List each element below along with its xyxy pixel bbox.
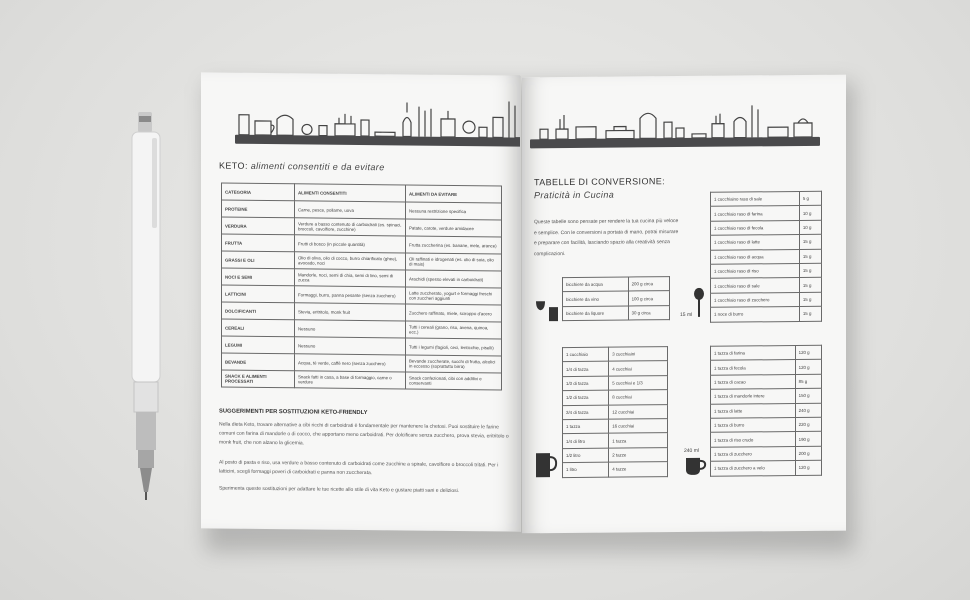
table-cell: 10 g (799, 206, 821, 221)
table-row (711, 417, 822, 432)
table-cell: Latte zuccherato, yogurt e formaggi freschi con zuccheri aggiunti (406, 287, 502, 305)
table-cell: 120 g (795, 460, 821, 475)
table-cell: 1 cucchiaio raso di farina (711, 206, 800, 221)
table-cell: Snack confezionati, cibi con additivi e conservanti (406, 372, 502, 390)
table-header: ALIMENTI DA EVITARE (406, 185, 502, 203)
table-cell: LEGUMI (222, 336, 295, 354)
table-cell: 1 tazza di cacao (711, 374, 796, 389)
table-row (563, 361, 668, 376)
table-cell: CEREALI (222, 319, 295, 337)
table-cell: 200 g circa (628, 277, 669, 292)
spoon-unit-label: 15 ml (680, 311, 693, 319)
table-cell: Snack fatti in casa, a base di formaggio, carne o verdure (295, 371, 406, 389)
table-cell: Stevia, eritritolo, monk fruit (295, 303, 406, 321)
table-row (563, 462, 668, 477)
table-cell: 100 g circa (628, 291, 669, 306)
table-row (563, 347, 668, 362)
table-cell: 1 cucchiaio raso di fecola (711, 220, 800, 235)
table-row (711, 263, 822, 278)
table-header: CATEGORIA (222, 183, 295, 201)
table-cell: Formaggi, burro, panna pesante (senza zucchero) (295, 286, 406, 304)
page-title: KETO: alimenti consentiti e da evitare (219, 160, 385, 173)
measuring-jug-icon (534, 451, 558, 479)
table-cell: Zucchero raffinato, miele, sciroppo d'acero (406, 304, 502, 322)
table-row (711, 278, 822, 293)
table-row (711, 360, 822, 375)
table-cell: 1/4 di tazza (563, 362, 609, 377)
table-cell: GRASSI E OLI (222, 251, 295, 269)
right-page (522, 75, 846, 534)
table-cell: Olio di oliva, olio di cocco, burro chiarificato (ghee), avocado, noci (295, 252, 406, 270)
table-cell: 200 g (795, 446, 821, 461)
table-cell: 1 noce di burro (711, 307, 800, 322)
left-page (201, 72, 521, 531)
table-row (222, 370, 502, 390)
table-cell: 15 g (799, 234, 821, 249)
table-cell: 15 g (799, 292, 821, 307)
table-cell: 150 g (795, 388, 821, 403)
table-cell: 220 g (795, 417, 821, 432)
table-cell: 1 cucchiaio raso di riso (711, 263, 800, 278)
section-subheading: SUGGERIMENTI PER SOSTITUZIONI KETO-FRIENDLY (219, 408, 368, 417)
table-cell: 85 g (795, 374, 821, 389)
table-cell: 3 cucchiaini (609, 347, 668, 362)
table-cell: Mandorle, noci, semi di chia, semi di lino, semi di zucca (295, 269, 406, 287)
table-cell: Patate, carote, verdure amidacee (406, 219, 502, 237)
table-cell: Oli raffinati e idrogenati (es. olio di soia, olio di mais) (406, 253, 502, 271)
table-cell: bicchiere da liquore (563, 306, 629, 321)
table-cell: bicchiere da vino (563, 291, 629, 306)
paragraph: Al posto di pasta e riso, usa verdure a basso contenuto di carboidrati come zucchine a spirale, cavolfiore o broccoli tritati. Per i latticini, scegli formaggi poveri di carboidrati e panna non zuccherata. (219, 459, 499, 477)
pen-illustration (126, 112, 166, 502)
table-row (711, 206, 822, 221)
table-cell: Nessuno (295, 337, 406, 355)
table-cell: 1 litro (563, 462, 609, 477)
spoon-icon (692, 288, 706, 318)
table-cell: 1 tazza di mandorle intere (711, 389, 796, 404)
table-cell: 12 cucchiai (609, 404, 668, 419)
table-row (711, 220, 822, 235)
table-row (563, 447, 668, 462)
glass-conversion-table (562, 276, 670, 321)
paragraph: Nella dieta Keto, trovare alternative a cibi ricchi di carboidrati è fondamentale per mantenere la chetosi. Puoi sostituire le farine comuni con farina di mandorle o di cocco, che apportano meno carboidrati. Per dolcificare senza zucchero, prova stevia, eritritolo o monk fruit, che non alzano la glicemia. (219, 421, 509, 447)
table-cell: 190 g (795, 432, 821, 447)
table-cell: 1 tazza (609, 433, 668, 448)
table-cell: 1/4 di litro (563, 434, 609, 449)
table-cell: PROTEINE (222, 200, 295, 218)
table-cell: 1 tazza di burro (711, 417, 796, 432)
table-cell: Frutta zuccherina (es. banane, mele, arance) (406, 236, 502, 254)
table-cell: 240 g (795, 403, 821, 418)
table-cell: Bevande zuccherate, succhi di frutta, alcolici in eccesso (soprattutto birra) (406, 355, 502, 373)
table-cell: 4 tazze (609, 462, 668, 477)
table-cell: Arachidi (spesso elevati in carboidrati) (406, 270, 502, 288)
table-cell: Nessuna restrizione specifica (406, 202, 502, 220)
keto-foods-table (221, 183, 502, 391)
shelf-bar (235, 135, 521, 147)
table-cell: 1 tazza di riso crudo (711, 432, 796, 447)
table-cell: 15 g (799, 263, 821, 278)
table-cell: Tutti i legumi (fagioli, ceci, lenticchie, piselli) (406, 338, 502, 356)
table-cell: DOLCIFICANTI (222, 302, 295, 320)
table-cell: 1 tazza di fecola (711, 360, 796, 375)
table-cell: Tutti i cereali (grano, riso, avena, quinoa, ecc.) (406, 321, 502, 339)
table-row (711, 460, 822, 475)
table-cell: 1 cucchiaio raso di latte (711, 235, 800, 250)
table-row (563, 291, 670, 306)
table-cell: 1/3 di tazza (563, 376, 609, 391)
table-cell: SNACK E ALIMENTI PROCESSATI (222, 370, 295, 388)
table-cell: 1 tazza di zucchero (711, 446, 796, 461)
table-cell: 1 cucchiaio (563, 347, 609, 362)
table-row (563, 277, 670, 292)
shelf-bar (530, 137, 820, 149)
table-cell: 30 g circa (628, 305, 669, 320)
table-cell: Verdure a basso contenuto di carboidrati (es. spinaci, broccoli, cavolfiore, zucchine) (295, 218, 406, 236)
table-cell: 1 tazza (563, 419, 609, 434)
table-cell: Nessuno (295, 320, 406, 338)
table-cell: BEVANDE (222, 353, 295, 371)
table-cell: 3/4 di tazza (563, 405, 609, 420)
table-cell: 5 cucchiai e 1/3 (609, 375, 668, 390)
table-row (711, 388, 822, 403)
table-header: ALIMENTI CONSENTITI (295, 184, 406, 202)
table-row (711, 292, 822, 307)
table-row (711, 432, 822, 447)
table-cell: 16 cucchiai (609, 419, 668, 434)
table-row (711, 306, 822, 321)
table-cell: 15 g (799, 278, 821, 293)
spoons-conversion-table (562, 346, 668, 477)
table-cell: 2 tazze (609, 447, 668, 462)
table-cell: 1/2 di tazza (563, 390, 609, 405)
table-cell: 8 cucchiai (609, 390, 668, 405)
table-cell: 120 g (795, 360, 821, 375)
table-row (711, 374, 822, 389)
table-row (711, 234, 822, 249)
table-row (563, 305, 670, 320)
kitchen-utensils-illustration (235, 95, 521, 140)
table-row (711, 446, 822, 461)
table-cell: FRUTTA (222, 234, 295, 252)
table-row (563, 390, 668, 405)
table-cell: 1 tazza di farina (711, 346, 796, 361)
table-cell: bicchiere da acqua (563, 277, 629, 292)
intro-paragraph: Queste tabelle sono pensate per rendere la tua cucina più veloce e semplice. Con le conversioni a portata di mano, potrai misurare e preparare con facilità, lasciando spazio alla creatività senza complicazioni. (534, 218, 679, 257)
table-cell: 1/2 litro (563, 448, 609, 463)
table-cell: 120 g (795, 345, 821, 360)
table-cell: 1 cucchiaio raso di zucchero (711, 292, 800, 307)
cup-conversion-table (710, 345, 822, 476)
glasses-icon (534, 299, 560, 323)
paragraph: Sperimenta queste sostituzioni per adattare le tue ricette allo stile di vita Keto e gustare piatti sani e deliziosi. (219, 485, 460, 495)
table-row (711, 191, 822, 206)
table-cell: 1 cucchiaio raso di acqua (711, 249, 800, 264)
table-cell: Carne, pesce, pollame, uova (295, 201, 406, 219)
table-cell: 15 g (799, 306, 821, 321)
table-cell: 1 tazza di zucchero a velo (711, 461, 796, 476)
page-title: TABELLE DI CONVERSIONE: Praticità in Cucina (534, 176, 666, 201)
table-cell: 10 g (799, 220, 821, 235)
table-cell: 5 g (799, 191, 821, 206)
table-row (563, 375, 668, 390)
kitchen-utensils-illustration (536, 97, 816, 141)
table-cell: 1 tazza di latte (711, 403, 796, 418)
table-cell: 15 g (799, 249, 821, 264)
table-cell: Acqua, tè verde, caffè nero (senza zucchero) (295, 354, 406, 372)
table-row (711, 249, 822, 264)
page-subtitle: Praticità in Cucina (534, 189, 615, 201)
table-cell: LATTICINI (222, 285, 295, 303)
table-cell: NOCI E SEMI (222, 268, 295, 286)
table-cell: Frutti di bosco (in piccole quantità) (295, 235, 406, 253)
table-cell: 1 cucchiaio raso di sale (711, 278, 800, 293)
cup-icon (684, 456, 708, 476)
table-row (563, 404, 668, 419)
table-row (563, 419, 668, 434)
spoon-conversion-table (710, 191, 822, 322)
table-row (563, 433, 668, 448)
table-cell: VERDURA (222, 217, 295, 235)
cup-unit-label: 240 ml (684, 447, 700, 454)
table-row (711, 403, 822, 418)
table-cell: 4 cucchiai (609, 361, 668, 376)
table-cell: 1 cucchiaino raso di sale (711, 191, 800, 206)
table-row (711, 345, 822, 360)
